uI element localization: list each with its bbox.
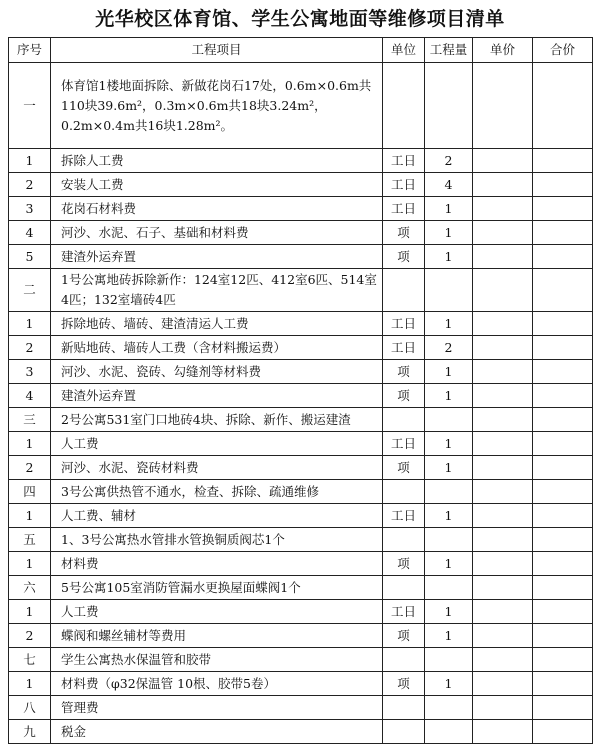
row-no: 2 — [9, 456, 51, 480]
row-no: 八 — [9, 696, 51, 720]
row-qty: 1 — [425, 552, 473, 576]
row-price — [473, 624, 533, 648]
row-no: 七 — [9, 648, 51, 672]
page-title: 光华校区体育馆、学生公寓地面等维修项目清单 — [95, 8, 505, 30]
row-no: 1 — [9, 552, 51, 576]
row-unit — [383, 63, 425, 149]
row-unit — [383, 480, 425, 504]
row-price — [473, 63, 533, 149]
row-item: 3号公寓供热管不通水，检查、拆除、疏通维修 — [51, 480, 383, 504]
row-no: 1 — [9, 312, 51, 336]
row-qty: 2 — [425, 149, 473, 173]
table-row — [9, 312, 593, 336]
row-unit: 项 — [383, 456, 425, 480]
table-header-row — [9, 38, 593, 63]
row-no: 六 — [9, 576, 51, 600]
table-row — [9, 480, 593, 504]
row-item: 1号公寓地砖拆除新作：124室12匹、412室6匹、514室4匹；132室墙砖4匹 — [51, 269, 383, 312]
row-item: 河沙、水泥、石子、基础和材料费 — [51, 221, 383, 245]
row-unit: 工日 — [383, 149, 425, 173]
row-qty: 2 — [425, 336, 473, 360]
row-price — [473, 576, 533, 600]
table-row — [9, 648, 593, 672]
row-qty — [425, 408, 473, 432]
row-no: 五 — [9, 528, 51, 552]
header-qty: 工程量 — [425, 38, 473, 63]
repair-items-table — [8, 37, 593, 744]
table-row — [9, 672, 593, 696]
row-qty — [425, 269, 473, 312]
row-item: 人工费 — [51, 600, 383, 624]
row-item: 拆除人工费 — [51, 149, 383, 173]
row-unit — [383, 269, 425, 312]
row-item: 拆除地砖、墙砖、建渣清运人工费 — [51, 312, 383, 336]
row-unit: 工日 — [383, 600, 425, 624]
row-qty: 1 — [425, 456, 473, 480]
row-no: 2 — [9, 624, 51, 648]
row-total — [533, 648, 593, 672]
row-no: 1 — [9, 672, 51, 696]
row-unit: 工日 — [383, 336, 425, 360]
row-no: 四 — [9, 480, 51, 504]
row-total — [533, 672, 593, 696]
row-item: 新贴地砖、墙砖人工费（含材料搬运费） — [51, 336, 383, 360]
row-total — [533, 149, 593, 173]
row-qty: 1 — [425, 312, 473, 336]
row-unit: 项 — [383, 384, 425, 408]
table-row — [9, 221, 593, 245]
row-unit: 项 — [383, 360, 425, 384]
row-qty — [425, 720, 473, 744]
row-price — [473, 480, 533, 504]
table-row — [9, 269, 593, 312]
row-unit: 项 — [383, 221, 425, 245]
row-price — [473, 197, 533, 221]
row-item: 1、3号公寓热水管排水管换铜质阀芯1个 — [51, 528, 383, 552]
table-row — [9, 173, 593, 197]
row-no: 三 — [9, 408, 51, 432]
table-row — [9, 149, 593, 173]
row-item: 税金 — [51, 720, 383, 744]
row-qty — [425, 648, 473, 672]
row-total — [533, 221, 593, 245]
row-price — [473, 269, 533, 312]
row-item: 河沙、水泥、瓷砖、勾缝剂等材料费 — [51, 360, 383, 384]
row-no: 九 — [9, 720, 51, 744]
row-total — [533, 408, 593, 432]
row-price — [473, 504, 533, 528]
row-price — [473, 528, 533, 552]
row-total — [533, 384, 593, 408]
row-qty: 1 — [425, 221, 473, 245]
row-qty: 1 — [425, 432, 473, 456]
row-price — [473, 672, 533, 696]
row-item: 建渣外运弃置 — [51, 384, 383, 408]
row-qty: 1 — [425, 360, 473, 384]
row-total — [533, 197, 593, 221]
row-unit — [383, 408, 425, 432]
row-price — [473, 221, 533, 245]
row-price — [473, 384, 533, 408]
row-item: 花岗石材料费 — [51, 197, 383, 221]
row-price — [473, 312, 533, 336]
table-row — [9, 63, 593, 149]
row-total — [533, 245, 593, 269]
header-total: 合价 — [533, 38, 593, 63]
row-no: 3 — [9, 197, 51, 221]
row-qty — [425, 528, 473, 552]
row-unit: 工日 — [383, 504, 425, 528]
row-price — [473, 336, 533, 360]
table-row — [9, 600, 593, 624]
row-qty — [425, 480, 473, 504]
row-item: 人工费、辅材 — [51, 504, 383, 528]
table-row — [9, 576, 593, 600]
table-row — [9, 552, 593, 576]
table-row — [9, 360, 593, 384]
row-unit: 项 — [383, 624, 425, 648]
row-item: 河沙、水泥、瓷砖材料费 — [51, 456, 383, 480]
row-unit: 项 — [383, 672, 425, 696]
row-no: 5 — [9, 245, 51, 269]
row-unit: 工日 — [383, 173, 425, 197]
row-total — [533, 504, 593, 528]
row-item: 5号公寓105室消防管漏水更换屋面蝶阀1个 — [51, 576, 383, 600]
row-no: 3 — [9, 360, 51, 384]
row-unit: 项 — [383, 552, 425, 576]
row-no: 2 — [9, 173, 51, 197]
row-unit — [383, 696, 425, 720]
row-total — [533, 528, 593, 552]
row-no: 1 — [9, 504, 51, 528]
table-row — [9, 528, 593, 552]
row-total — [533, 480, 593, 504]
row-total — [533, 576, 593, 600]
row-qty: 1 — [425, 245, 473, 269]
row-unit — [383, 528, 425, 552]
table-row — [9, 720, 593, 744]
row-no: 1 — [9, 600, 51, 624]
row-total — [533, 456, 593, 480]
row-unit — [383, 720, 425, 744]
row-no: 1 — [9, 432, 51, 456]
table-row — [9, 384, 593, 408]
table-row — [9, 696, 593, 720]
row-item: 材料费 — [51, 552, 383, 576]
row-total — [533, 336, 593, 360]
row-no: 1 — [9, 149, 51, 173]
row-no: 一 — [9, 63, 51, 149]
row-total — [533, 360, 593, 384]
row-qty — [425, 576, 473, 600]
row-qty — [425, 696, 473, 720]
row-qty: 1 — [425, 600, 473, 624]
row-item: 学生公寓热水保温管和胶带 — [51, 648, 383, 672]
row-qty: 1 — [425, 504, 473, 528]
row-price — [473, 149, 533, 173]
row-qty: 1 — [425, 672, 473, 696]
row-price — [473, 696, 533, 720]
row-qty: 4 — [425, 173, 473, 197]
row-unit — [383, 648, 425, 672]
table-row — [9, 245, 593, 269]
row-unit — [383, 576, 425, 600]
row-total — [533, 720, 593, 744]
row-item: 体育馆1楼地面拆除、新做花岗石17处，0.6m×0.6m共110块39.6m²，0.3m×0.6m共18块3.24m²，0.2m×0.4m共16块1.28m²。 — [51, 63, 383, 149]
row-no: 4 — [9, 221, 51, 245]
row-total — [533, 432, 593, 456]
row-price — [473, 432, 533, 456]
row-price — [473, 720, 533, 744]
table-row — [9, 624, 593, 648]
table-row — [9, 408, 593, 432]
row-item: 建渣外运弃置 — [51, 245, 383, 269]
row-total — [533, 312, 593, 336]
row-unit: 工日 — [383, 312, 425, 336]
row-unit: 项 — [383, 245, 425, 269]
row-no: 二 — [9, 269, 51, 312]
row-qty: 1 — [425, 624, 473, 648]
row-unit: 工日 — [383, 197, 425, 221]
row-qty — [425, 63, 473, 149]
header-no: 序号 — [9, 38, 51, 63]
row-price — [473, 408, 533, 432]
row-qty: 1 — [425, 197, 473, 221]
row-price — [473, 360, 533, 384]
row-total — [533, 696, 593, 720]
row-total — [533, 269, 593, 312]
header-item: 工程项目 — [51, 38, 383, 63]
row-price — [473, 456, 533, 480]
row-price — [473, 245, 533, 269]
row-qty: 1 — [425, 384, 473, 408]
row-total — [533, 552, 593, 576]
row-item: 管理费 — [51, 696, 383, 720]
table-body — [9, 63, 593, 744]
row-no: 2 — [9, 336, 51, 360]
table-row — [9, 456, 593, 480]
row-price — [473, 552, 533, 576]
row-price — [473, 648, 533, 672]
row-item: 蝶阀和螺丝辅材等费用 — [51, 624, 383, 648]
row-unit: 工日 — [383, 432, 425, 456]
row-total — [533, 63, 593, 149]
row-total — [533, 624, 593, 648]
header-unit: 单位 — [383, 38, 425, 63]
header-price: 单价 — [473, 38, 533, 63]
row-price — [473, 173, 533, 197]
table-row — [9, 504, 593, 528]
row-price — [473, 600, 533, 624]
table-row — [9, 432, 593, 456]
row-no: 4 — [9, 384, 51, 408]
row-item: 材料费（φ32保温管 10根、胶带5卷） — [51, 672, 383, 696]
table-row — [9, 197, 593, 221]
row-total — [533, 600, 593, 624]
row-item: 人工费 — [51, 432, 383, 456]
row-item: 2号公寓531室门口地砖4块、拆除、新作、搬运建渣 — [51, 408, 383, 432]
row-item: 安装人工费 — [51, 173, 383, 197]
table-row — [9, 336, 593, 360]
row-total — [533, 173, 593, 197]
